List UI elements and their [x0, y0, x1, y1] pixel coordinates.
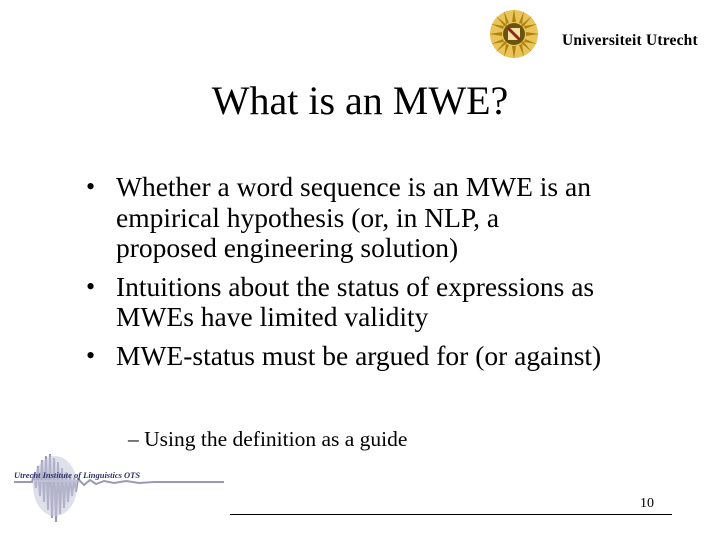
utrecht-sun-seal-icon	[488, 8, 540, 60]
bullet-line: empirical hypothesis (or, in NLP, a	[116, 201, 500, 233]
sub-bullet: – Using the definition as a guide	[128, 427, 408, 451]
bullet-line: MWE-status must be argued for (or against)	[116, 339, 602, 371]
sound-waveform-icon	[14, 452, 234, 530]
footer-divider	[230, 514, 672, 515]
bullet-line: Intuitions about the status of expressions as	[116, 270, 595, 302]
university-logo	[488, 8, 716, 58]
bullet-item	[86, 270, 706, 333]
page-number: 10	[640, 496, 654, 511]
bullet-marker: •	[86, 340, 96, 370]
bullet-line: proposed engineering solution)	[116, 232, 459, 263]
bullet-item	[86, 171, 706, 264]
bullet-line: Whether a word sequence is an MWE is an	[116, 171, 591, 202]
institute-logo-text: Utrecht Institute of Linguistics OTS	[14, 470, 141, 480]
bullet-line: MWEs have limited validity	[116, 301, 429, 332]
institute-logo	[14, 452, 234, 530]
bullet-marker: •	[86, 271, 96, 301]
institution-name: Universiteit Utrecht	[562, 32, 698, 49]
bullet-list	[86, 171, 706, 379]
slide-title: What is an MWE?	[211, 78, 509, 123]
bullet-marker: •	[86, 172, 96, 201]
bullet-item	[86, 339, 706, 372]
